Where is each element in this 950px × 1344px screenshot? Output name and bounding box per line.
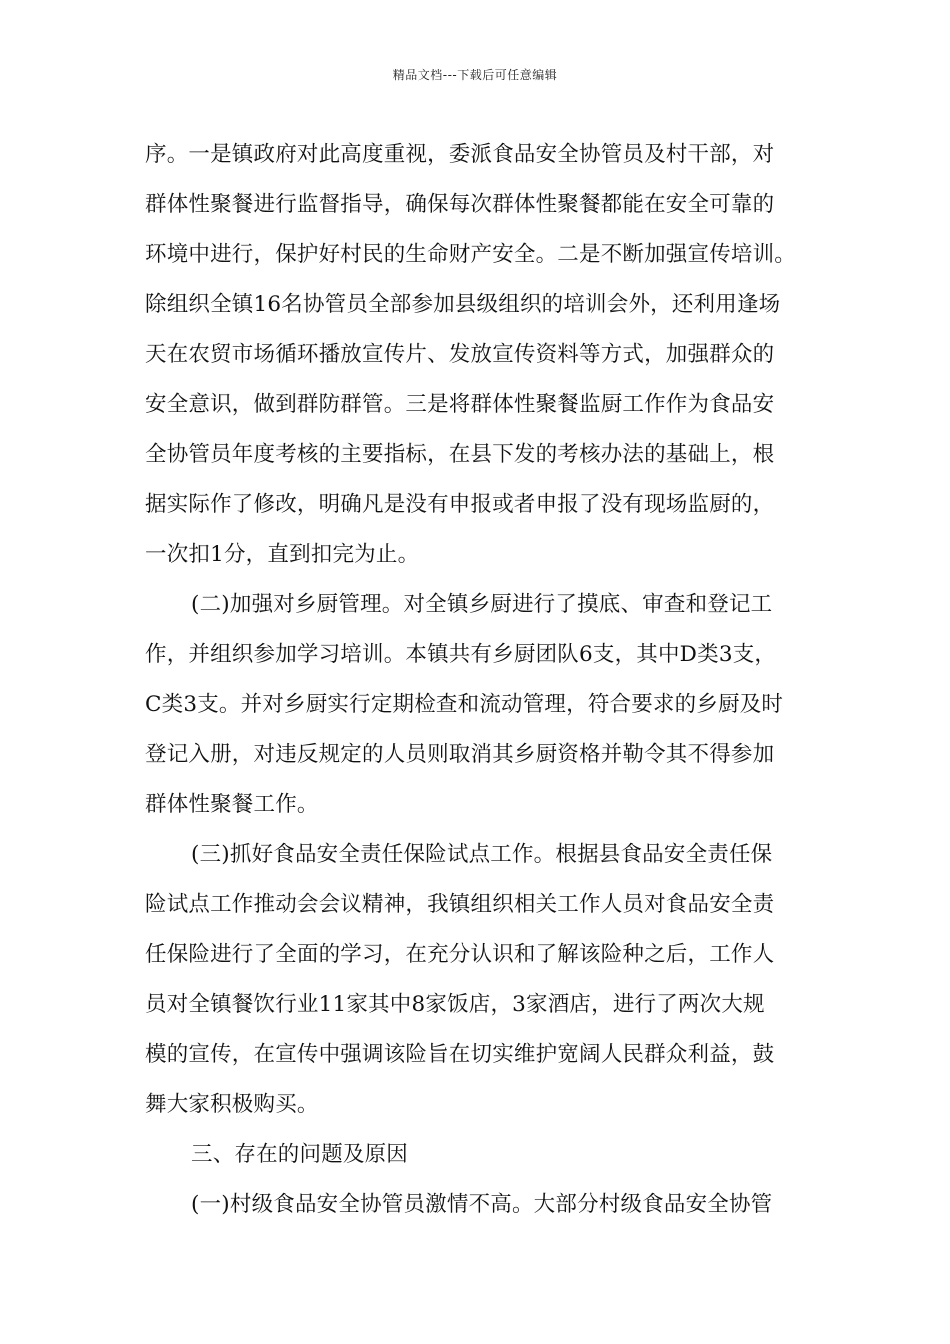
text-line: 序。一是镇政府对此高度重视，委派食品安全协管员及村干部，对	[145, 142, 775, 167]
text-line: 安全意识，做到群防群管。三是将群体性聚餐监厨工作作为食品安	[145, 392, 775, 417]
section-heading: 三、存在的问题及原因	[191, 1142, 409, 1167]
text-line: 模的宣传，在宣传中强调该险旨在切实维护宽阔人民群众利益，鼓	[145, 1042, 775, 1067]
text-line: 群体性聚餐进行监督指导，确保每次群体性聚餐都能在安全可靠的	[145, 192, 775, 217]
page-header: 精品文档---下载后可任意编辑	[392, 68, 558, 82]
paragraph-start-line: (一)村级食品安全协管员激情不高。大部分村级食品安全协管	[191, 1192, 773, 1217]
text-line: 任保险进行了全面的学习，在充分认识和了解该险种之后，工作人	[145, 942, 775, 967]
text-line: 险试点工作推动会会议精神，我镇组织相关工作人员对食品安全责	[145, 892, 775, 917]
text-line: 全协管员年度考核的主要指标，在县下发的考核办法的基础上，根	[145, 442, 775, 467]
document-body	[145, 130, 835, 1230]
text-line: 一次扣1分，直到扣完为止。	[145, 542, 420, 567]
text-line: 舞大家积极购买。	[145, 1092, 319, 1117]
text-line: 员对全镇餐饮行业11家其中8家饭店，3家酒店，进行了两次大规	[145, 992, 765, 1017]
text-line: 环境中进行，保护好村民的生命财产安全。二是不断加强宣传培训。	[145, 242, 797, 267]
text-line: 群体性聚餐工作。	[145, 792, 319, 817]
text-line: 作，并组织参加学习培训。本镇共有乡厨团队6支，其中D类3支，	[145, 642, 777, 667]
text-line: 登记入册，对违反规定的人员则取消其乡厨资格并勒令其不得参加	[145, 742, 775, 767]
paragraph-start-line: (三)抓好食品安全责任保险试点工作。根据县食品安全责任保	[191, 842, 773, 867]
text-line: C类3支。并对乡厨实行定期检查和流动管理，符合要求的乡厨及时	[145, 692, 784, 717]
text-line: 据实际作了修改，明确凡是没有申报或者申报了没有现场监厨的，	[145, 492, 775, 517]
text-line: 除组织全镇16名协管员全部参加县级组织的培训会外，还利用逢场	[145, 292, 781, 317]
text-line: 天在农贸市场循环播放宣传片、发放宣传资料等方式，加强群众的	[145, 342, 775, 367]
paragraph-start-line: (二)加强对乡厨管理。对全镇乡厨进行了摸底、审查和登记工	[191, 592, 773, 617]
